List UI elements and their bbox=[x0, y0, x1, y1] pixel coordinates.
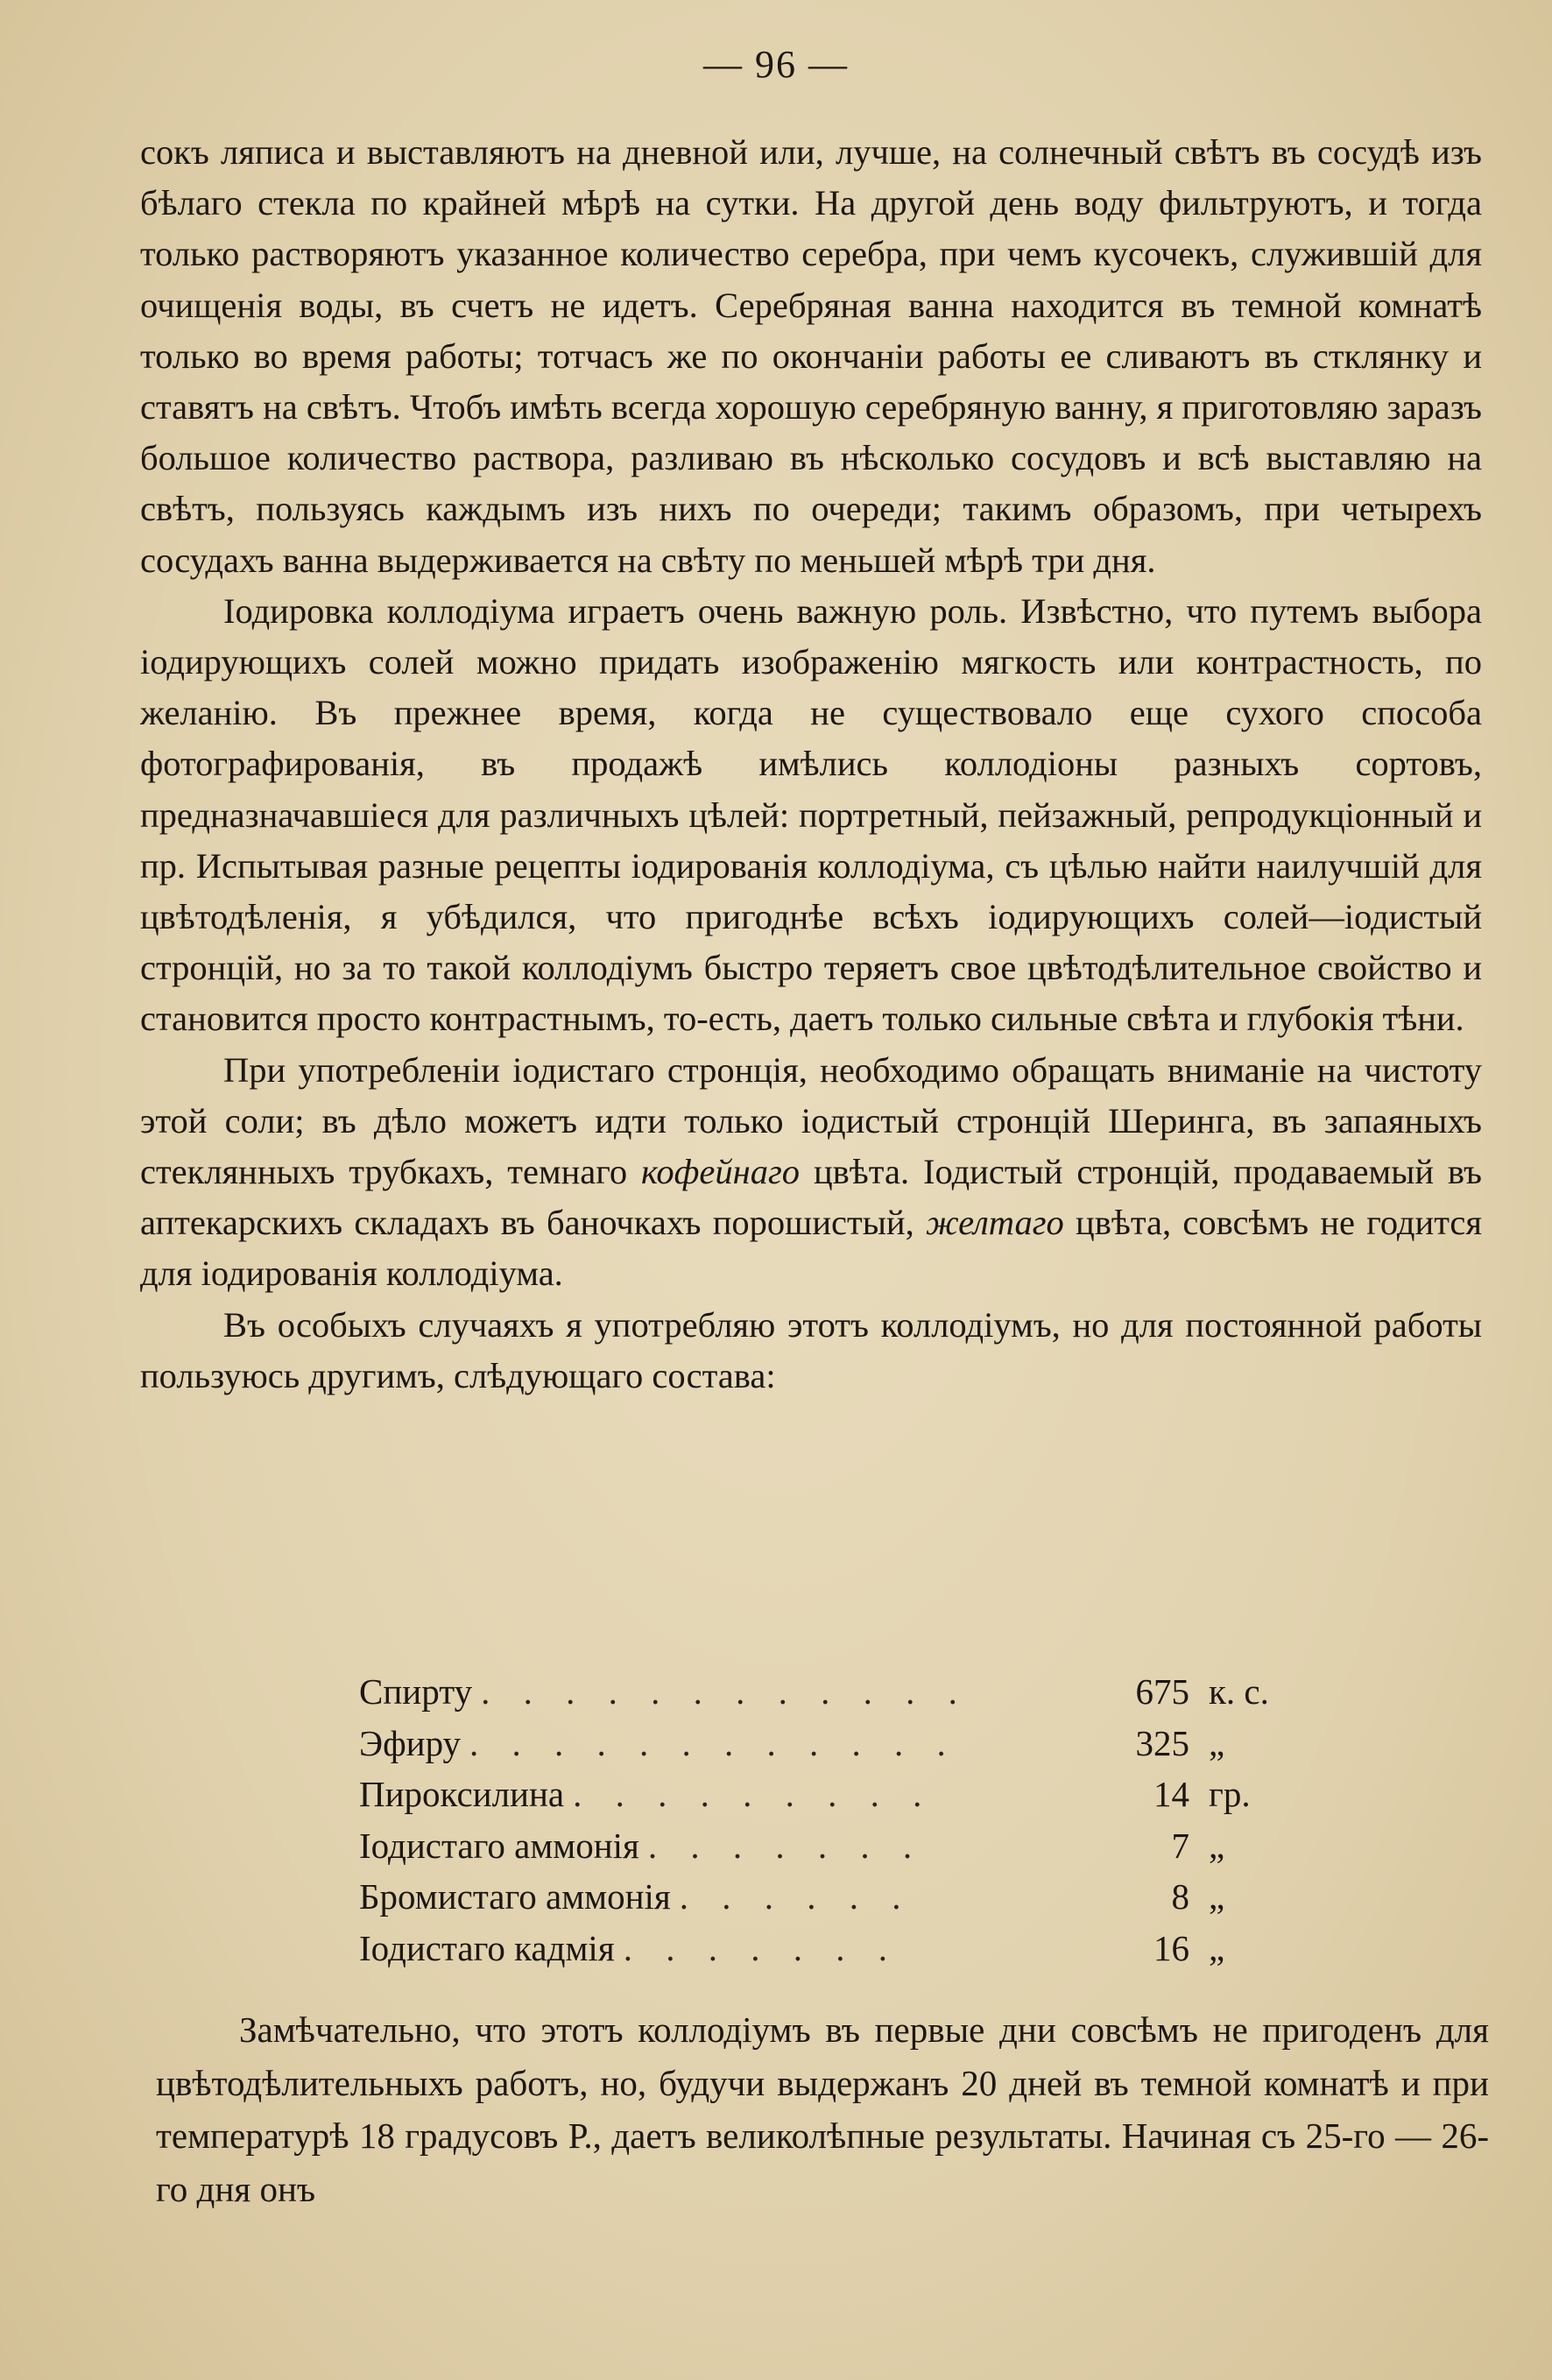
paragraph-iodizing: Іодировка коллодіума играетъ очень важную роль. Извѣстно, что путемъ выбора іодирующихъ солей можно придать изображенію мягкость или контрастность, по желанію. Въ прежнее время, когда не существовало еще сухого способа фотографированія, въ продажѣ имѣлись коллодіоны разныхъ сортовъ, предназначавшіеся для различныхъ цѣлей: портретный, пейзажный, репродукціонный и пр. Испытывая разные рецепты іодированія коллодіума, съ цѣлью найти наилучшій для цвѣтодѣленія, я убѣдился, что пригоднѣе всѣхъ іодирующихъ солей—іодистый стронцій, но за то такой коллодіумъ быстро теряетъ свое цвѣтодѣлительное свойство и становится просто контрастнымъ, то-есть, даетъ только сильные свѣта и глубокія тѣни. bbox=[140, 590, 1482, 1039]
recipe-unit: „ bbox=[1209, 1722, 1225, 1763]
recipe-quantity: 14 bbox=[1153, 1774, 1189, 1814]
recipe-ingredient: Бромистаго аммонія bbox=[359, 1876, 671, 1917]
recipe-ingredient: Іодистаго кадмія bbox=[359, 1927, 615, 1968]
recipe-row bbox=[359, 1666, 1305, 1718]
strontium-text-3: цвѣта, совсѣмъ не годится для іодированія коллодіума. bbox=[140, 1203, 1482, 1294]
body-text bbox=[140, 127, 1482, 1402]
italic-coffee: кофейнаго bbox=[641, 1152, 801, 1192]
recipe-unit: „ bbox=[1209, 1825, 1225, 1866]
recipe-unit: гр. bbox=[1209, 1774, 1251, 1814]
recipe-row bbox=[359, 1718, 1305, 1769]
dot-leader: . . . . . . . bbox=[623, 1927, 899, 1968]
paragraph-aging-results: Замѣчательно, что этотъ коллодіумъ въ первые дни совсѣмъ не пригоденъ для цвѣтодѣлительныхъ работъ, но, будучи выдержанъ 20 дней въ темной комнатѣ и при температурѣ 18 градусовъ Р., даетъ великолѣпные результаты. Начиная съ 25-го — 26-го дня онъ bbox=[156, 2009, 1489, 2209]
page-number: — 96 — bbox=[703, 43, 849, 86]
recipe-unit: к. с. bbox=[1209, 1671, 1269, 1712]
paragraph-strontium bbox=[140, 1045, 1482, 1300]
recipe-ingredient: Спирту bbox=[359, 1671, 473, 1712]
dot-leader: . . . . . . bbox=[679, 1876, 914, 1917]
recipe-quantity: 7 bbox=[1171, 1825, 1189, 1866]
recipe-quantity: 16 bbox=[1153, 1927, 1189, 1968]
dot-leader: . . . . . . . . . . . . bbox=[481, 1671, 970, 1712]
italic-yellow: желтаго bbox=[925, 1203, 1064, 1243]
recipe-table bbox=[359, 1666, 1305, 1974]
recipe-ingredient: Пироксилина bbox=[359, 1774, 565, 1814]
recipe-quantity: 325 bbox=[1135, 1722, 1189, 1763]
dot-leader: . . . . . . . bbox=[647, 1825, 925, 1866]
strontium-text-1: При употребленіи іодистаго стронція, необходимо обращать вниманіе на чистоту этой соли; въ дѣло можетъ идти только іодистый стронцій Шеринга, въ запаяныхъ стеклянныхъ трубкахъ, темнаго bbox=[140, 1049, 1482, 1192]
recipe-row bbox=[359, 1820, 1305, 1872]
recipe-ingredient: Іодистаго аммонія bbox=[359, 1825, 639, 1866]
recipe-quantity: 675 bbox=[1135, 1671, 1189, 1712]
recipe-unit: „ bbox=[1209, 1876, 1225, 1917]
final-text bbox=[156, 2003, 1489, 2215]
paragraph-silver-bath: сокъ ляписа и выставляютъ на дневной или, лучше, на солнечный свѣтъ въ сосудѣ изъ бѣлаго стекла по крайней мѣрѣ на сутки. На другой день воду фильтруютъ, и тогда только растворяютъ указанное количество серебра, при чемъ кусочекъ, служившій для очищенія воды, въ счетъ не идетъ. Серебряная ванна находится въ темной комнатѣ только во время работы; тотчасъ же по окончаніи работы ее сливаютъ въ стклянку и ставятъ на свѣтъ. Чтобъ имѣть всегда хорошую серебряную ванну, я приготовляю заразъ большое количество раствора, разливаю въ нѣсколько сосудовъ и всѣ выставляю на свѣтъ, пользуясь каждымъ изъ нихъ по очереди; такимъ образомъ, при четырехъ сосудахъ ванна выдерживается на свѣту по меньшей мѣрѣ три дня. bbox=[140, 132, 1482, 580]
dot-leader: . . . . . . . . . bbox=[573, 1774, 935, 1814]
recipe-unit: „ bbox=[1209, 1927, 1225, 1968]
recipe-row bbox=[359, 1769, 1305, 1820]
paragraph-composition-intro: Въ особыхъ случаяхъ я употребляю этотъ коллодіумъ, но для постоянной работы пользуюсь другимъ, слѣдующаго состава: bbox=[140, 1304, 1482, 1395]
recipe-row bbox=[359, 1871, 1305, 1923]
recipe-quantity: 8 bbox=[1171, 1876, 1189, 1917]
recipe-ingredient: Эфиру bbox=[359, 1722, 462, 1763]
strontium-text-2: цвѣта. Іодистый стронцій, продаваемый въ аптекарскихъ складахъ въ баночкахъ порошистый, bbox=[140, 1152, 1482, 1243]
recipe-row bbox=[359, 1923, 1305, 1974]
dot-leader: . . . . . . . . . . . . bbox=[469, 1722, 958, 1763]
